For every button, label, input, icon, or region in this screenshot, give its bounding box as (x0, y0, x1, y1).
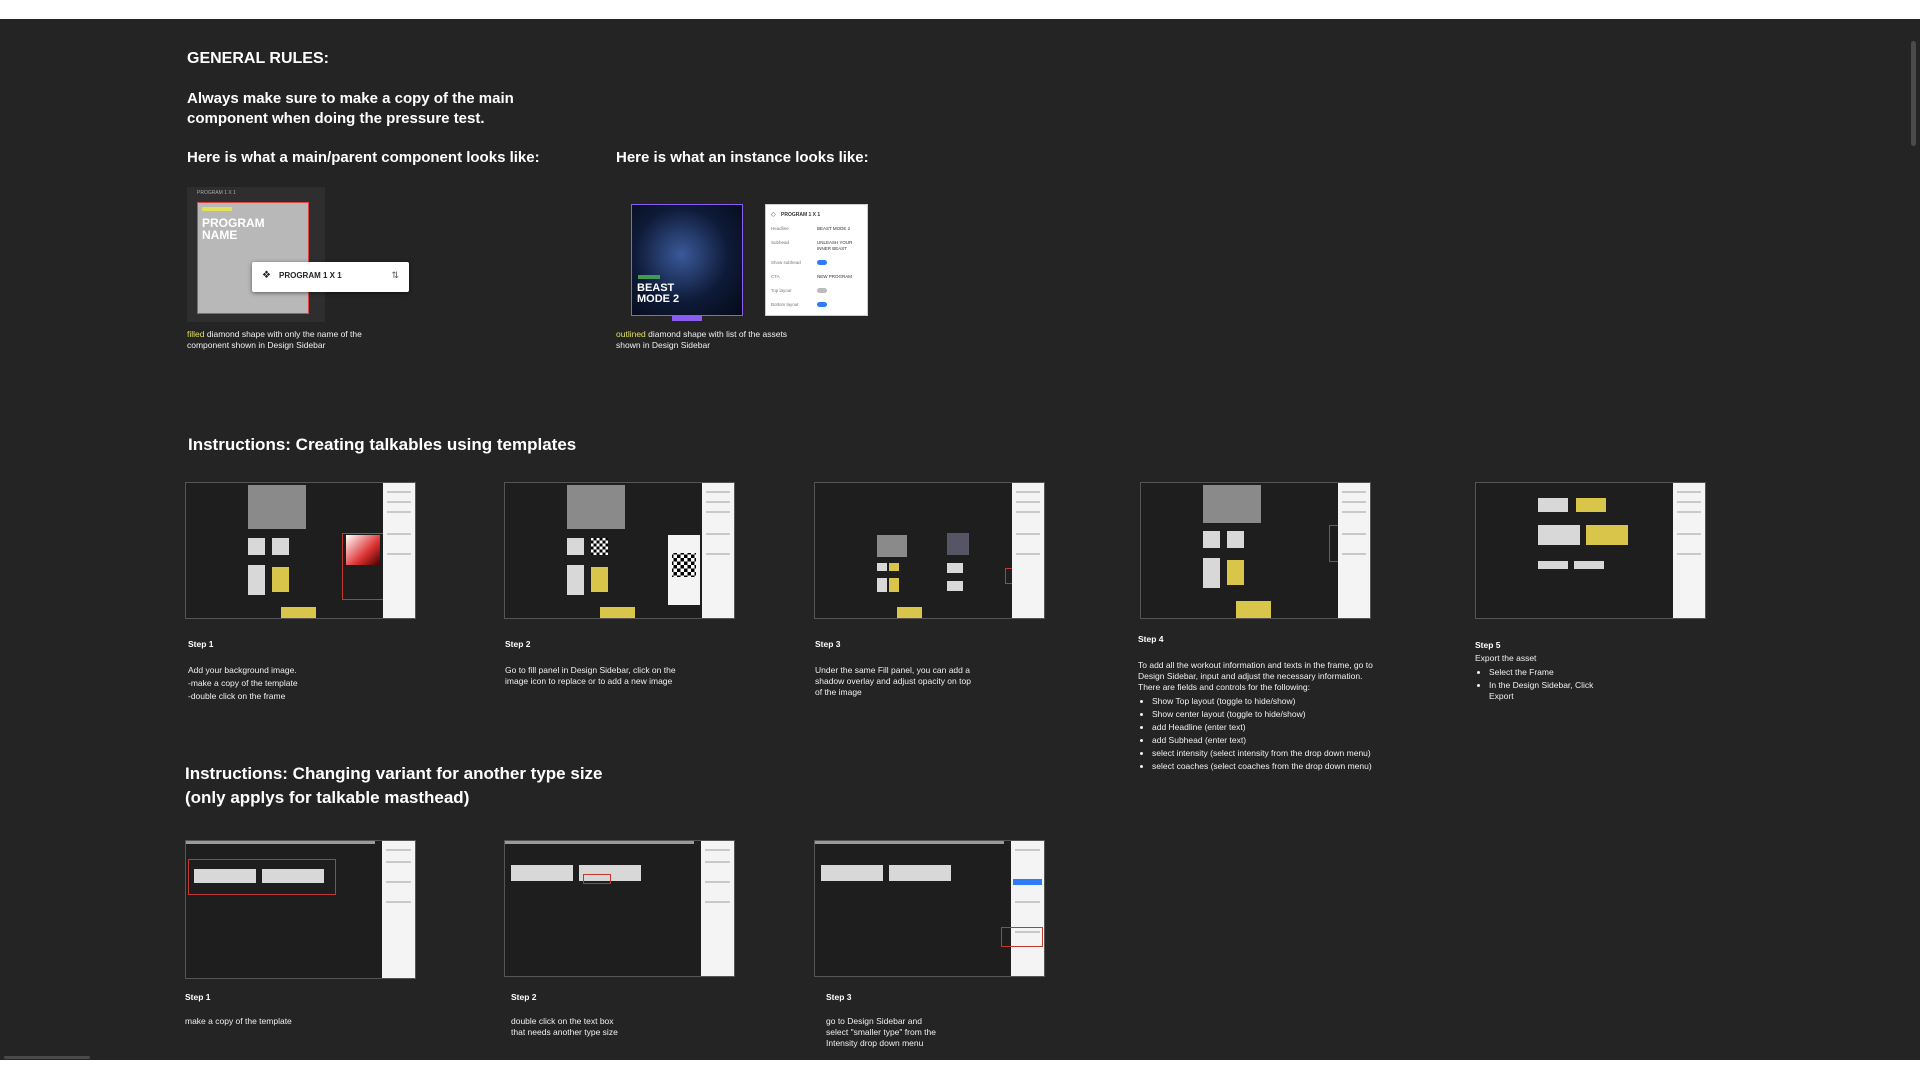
talkable-step2-text: Step 2 Go to fill panel in Design Sidebar, click on the image icon to replace or to add a new image (505, 639, 676, 686)
color-picker (346, 535, 380, 565)
toolbar-strip (505, 841, 694, 844)
toolbar-strip (815, 841, 1004, 844)
template-thumb (1576, 498, 1606, 512)
talkable-step4-text: Step 4 To add all the workout information and texts in the frame, go to Design Sidebar, input and adjust the necessary information. There are fields and controls for the following: • Show Top layout (toggle to hide/show) • Show center layout (toggle to hide/show) • add Headline (enter text) • add Subhead (enter text) • select intensity (select intensity from the drop down menu) • select coaches (select coaches from the drop down menu) (1138, 634, 1378, 774)
talkable-step4-screenshot[interactable] (1140, 482, 1371, 619)
top-bar (0, 0, 1920, 19)
variant-step2-screenshot[interactable] (504, 840, 735, 977)
instance-tag (638, 275, 660, 279)
instance-panel-title: PROGRAM 1 X 1 (781, 212, 821, 218)
template-thumb (889, 865, 951, 881)
adjust-icon[interactable]: ⇅ (391, 270, 399, 280)
horizontal-scrollbar[interactable] (4, 1056, 90, 1059)
image-icon[interactable] (672, 553, 696, 577)
bottom-layout-toggle[interactable] (817, 302, 827, 307)
main-component-tag: PROGRAM 1 X 1 (197, 190, 236, 196)
template-thumb (821, 865, 883, 881)
instance-title: BEAST MODE 2 (637, 282, 680, 305)
highlight-box (583, 874, 611, 884)
talkables-heading: Instructions: Creating talkables using templates (188, 435, 577, 454)
variant-step1-screenshot[interactable] (185, 840, 416, 979)
instance-size-badge (672, 316, 702, 321)
template-thumb (1227, 531, 1244, 548)
top-layout-toggle[interactable] (817, 288, 827, 293)
template-strip (1203, 485, 1261, 523)
field-row[interactable]: Bottom layout (771, 302, 863, 316)
template-thumb (889, 563, 899, 571)
template-thumb (272, 538, 289, 555)
vertical-scrollbar[interactable] (1911, 41, 1916, 146)
instance-heading: Here is what an instance looks like: (616, 149, 869, 166)
rules-intro-line1: Always make sure to make a copy of the main (187, 90, 514, 107)
component-name-popup[interactable] (252, 262, 409, 292)
talkable-step2-screenshot[interactable] (504, 482, 735, 619)
template-thumb (897, 607, 922, 618)
design-sidebar (1012, 483, 1044, 618)
design-sidebar (1011, 841, 1044, 976)
template-thumb (194, 869, 256, 883)
template-thumb (1538, 525, 1580, 545)
main-component-frame[interactable] (187, 187, 325, 322)
template-thumb (877, 578, 887, 592)
template-thumb (281, 607, 316, 618)
design-sidebar (701, 841, 734, 976)
template-thumb (1538, 498, 1568, 512)
program-name-title: PROGRAM NAME (202, 216, 265, 242)
template-thumb (567, 538, 584, 555)
template-thumb (877, 563, 887, 571)
template-thumb (248, 538, 265, 555)
template-thumb (947, 563, 963, 573)
design-sidebar (1338, 483, 1370, 618)
template-thumb (1586, 525, 1628, 545)
field-row[interactable]: CTA NEW PROGRAM (771, 274, 853, 279)
filled-diamond-icon: ❖ (262, 270, 271, 281)
template-thumb (567, 565, 584, 595)
template-thumb (248, 565, 265, 595)
show-subhead-toggle[interactable] (817, 260, 827, 265)
variant-step3-text: Step 3 go to Design Sidebar and select "smaller type" from the Intensity drop down menu (826, 992, 936, 1048)
variant-step1-text: Step 1 make a copy of the template (185, 992, 292, 1026)
instance-card[interactable] (631, 204, 743, 316)
template-thumb (600, 607, 635, 618)
talkable-step5-text: Step 5 Export the asset • Select the Frame • In the Design Sidebar, Click Export (1475, 640, 1595, 704)
fill-popup (668, 535, 700, 605)
checker-thumb (591, 538, 608, 555)
template-thumb (1203, 558, 1220, 588)
template-thumb (1227, 560, 1244, 585)
template-thumb (511, 865, 573, 881)
template-thumb (262, 869, 324, 883)
popup-component-name: PROGRAM 1 X 1 (279, 271, 342, 280)
template-thumb (1203, 531, 1220, 548)
template-thumb (272, 567, 289, 592)
highlight-box (1001, 927, 1043, 947)
field-row[interactable]: Subhead UNLEASH YOUR INNER BEAST (771, 240, 853, 251)
design-canvas[interactable] (0, 19, 1920, 1060)
rules-title: GENERAL RULES: (187, 50, 329, 67)
toolbar-strip (186, 841, 375, 844)
template-thumb (1236, 601, 1271, 618)
template-thumb (1538, 561, 1568, 569)
main-component-caption: filled diamond shape with only the name of the component shown in Design Sidebar (187, 329, 362, 350)
field-row[interactable]: Top layout (771, 288, 863, 302)
yellow-tag (202, 207, 232, 211)
main-component-heading: Here is what a main/parent component looks like: (187, 149, 540, 166)
variant-step2-text: Step 2 double click on the text box that needs another type size (511, 992, 618, 1037)
talkable-step5-screenshot[interactable] (1475, 482, 1706, 619)
dropdown-highlight[interactable] (1013, 879, 1042, 885)
template-thumb (889, 578, 899, 592)
field-row[interactable]: Headline BEAST MODE 2 (771, 226, 851, 231)
template-thumb (591, 567, 608, 592)
instance-fields (771, 226, 863, 316)
template-strip (567, 485, 625, 529)
design-sidebar (1673, 483, 1705, 618)
bottom-bar (0, 1060, 1920, 1080)
variant-heading-line1: Instructions: Changing variant for another type size (185, 764, 603, 783)
talkable-step3-screenshot[interactable] (814, 482, 1045, 619)
dark-thumb (947, 533, 969, 555)
template-strip (877, 535, 907, 557)
variant-step3-screenshot[interactable] (814, 840, 1045, 977)
design-sidebar (383, 483, 415, 618)
rules-intro-line2: component when doing the pressure test. (187, 110, 485, 127)
instance-caption: outlined diamond shape with list of the assets shown in Design Sidebar (616, 329, 788, 350)
talkable-step1-text: Step 1 Add your background image. -make a copy of the template -double click on the frame (188, 639, 298, 701)
template-thumb (947, 581, 963, 591)
variant-heading-line2: (only applys for talkable masthead) (185, 788, 470, 807)
template-strip (248, 485, 306, 529)
field-row[interactable]: Show subhead (771, 260, 863, 274)
instance-properties-panel[interactable] (765, 204, 868, 316)
template-thumb (1574, 561, 1604, 569)
design-sidebar (702, 483, 734, 618)
main-component-card (197, 202, 309, 314)
talkable-step3-text: Step 3 Under the same Fill panel, you can add a shadow overlay and adjust opacity on top of the image (815, 639, 971, 697)
outlined-diamond-icon: ◇ (771, 212, 776, 218)
talkable-step1-screenshot[interactable] (185, 482, 416, 619)
design-sidebar (382, 841, 415, 978)
